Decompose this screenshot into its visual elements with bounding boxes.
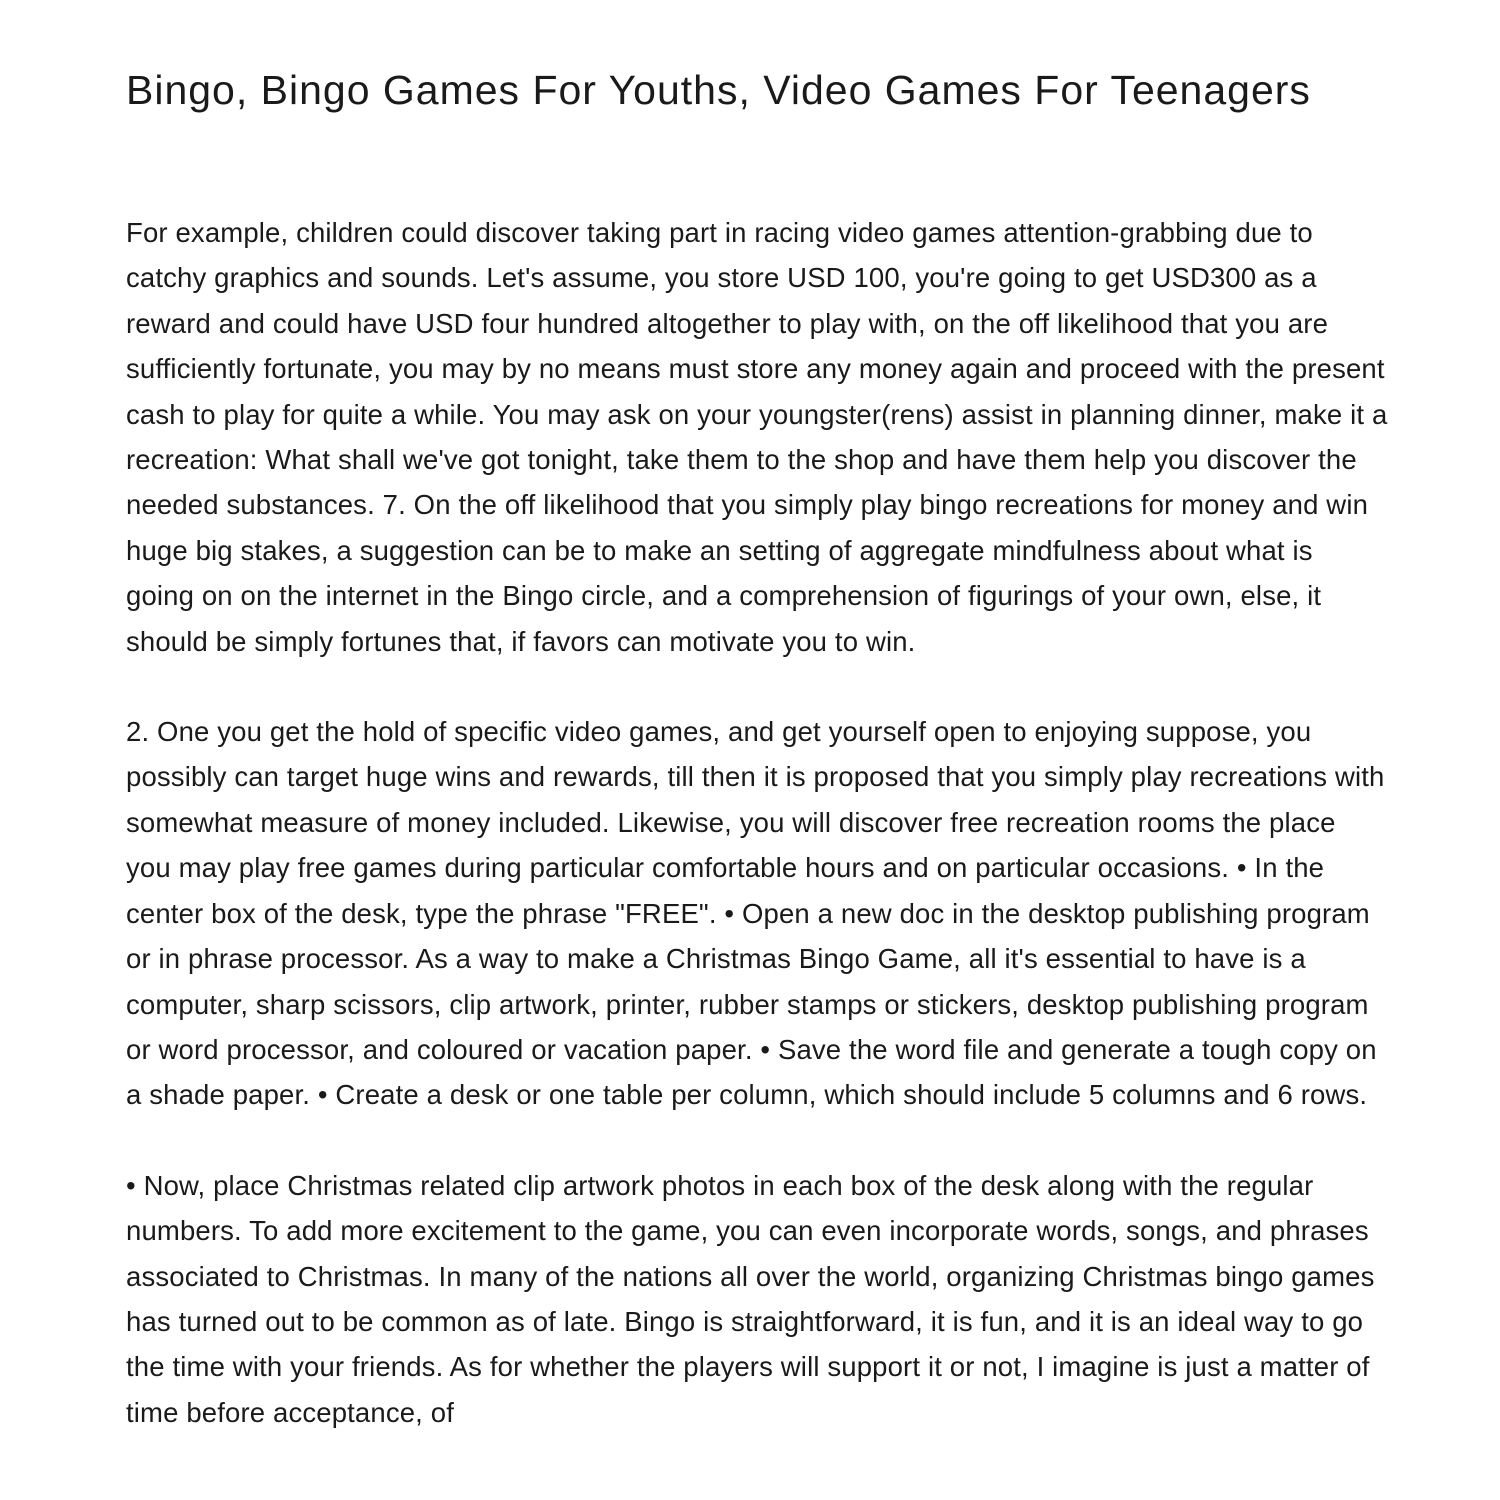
paragraph-2: 2. One you get the hold of specific video games, and get yourself open to enjoying suppose, you possibly can target huge wins and rewards, till then it is proposed that you simply play recreations with somewhat measure of money included. Likewise, you will discover free recreation rooms the place you may play free games during particular comfortable hours and on particular occasions. • In the center box of the desk, type the phrase "FREE". • Open a new doc in the desktop publishing program or in phrase processor. As a way to make a Christmas Bingo Game, all it's essential to have is a computer, sharp scissors, clip artwork, printer, rubber stamps or stickers, desktop publishing program or word processor, and coloured or vacation paper. • Save the word file and generate a tough copy on a shade paper. • Create a desk or one table per column, which should include 5 columns and 6 rows. (126, 716, 1385, 1111)
paragraph-1: For example, children could discover taking part in racing video games attention-grabbing due to catchy graphics and sounds. Let's assume, you store USD 100, you're going to get USD300 as a reward and could have USD four hundred altogether to play with, on the off likelihood that you are sufficiently fortunate, you may by no means must store any money again and proceed with the present cash to play for quite a while. You may ask on your youngster(rens) assist in planning dinner, make it a recreation: What shall we've got tonight, take them to the shop and have them help you discover the needed substances. 7. On the off likelihood that you simply play bingo recreations for money and win huge big stakes, a suggestion can be to make an setting of aggregate mindfulness about what is going on on the internet in the Bingo circle, and a comprehension of figurings of your own, else, it should be simply fortunes that, if favors can motivate you to win. (126, 217, 1388, 657)
document-title: Bingo, Bingo Games For Youths, Video Games For Teenagers (126, 67, 1311, 113)
paragraph-3: • Now, place Christmas related clip artwork photos in each box of the desk along with the regular numbers. To add more excitement to the game, you can even incorporate words, songs, and phrases associated to Christmas. In many of the nations all over the world, organizing Christmas bingo games has turned out to be common as of late. Bingo is straightforward, it is fun, and it is an ideal way to go the time with your friends. As for whether the players will support it or not, I imagine is just a matter of time before acceptance, of (126, 1169, 1375, 1428)
document-body (126, 210, 1388, 1480)
